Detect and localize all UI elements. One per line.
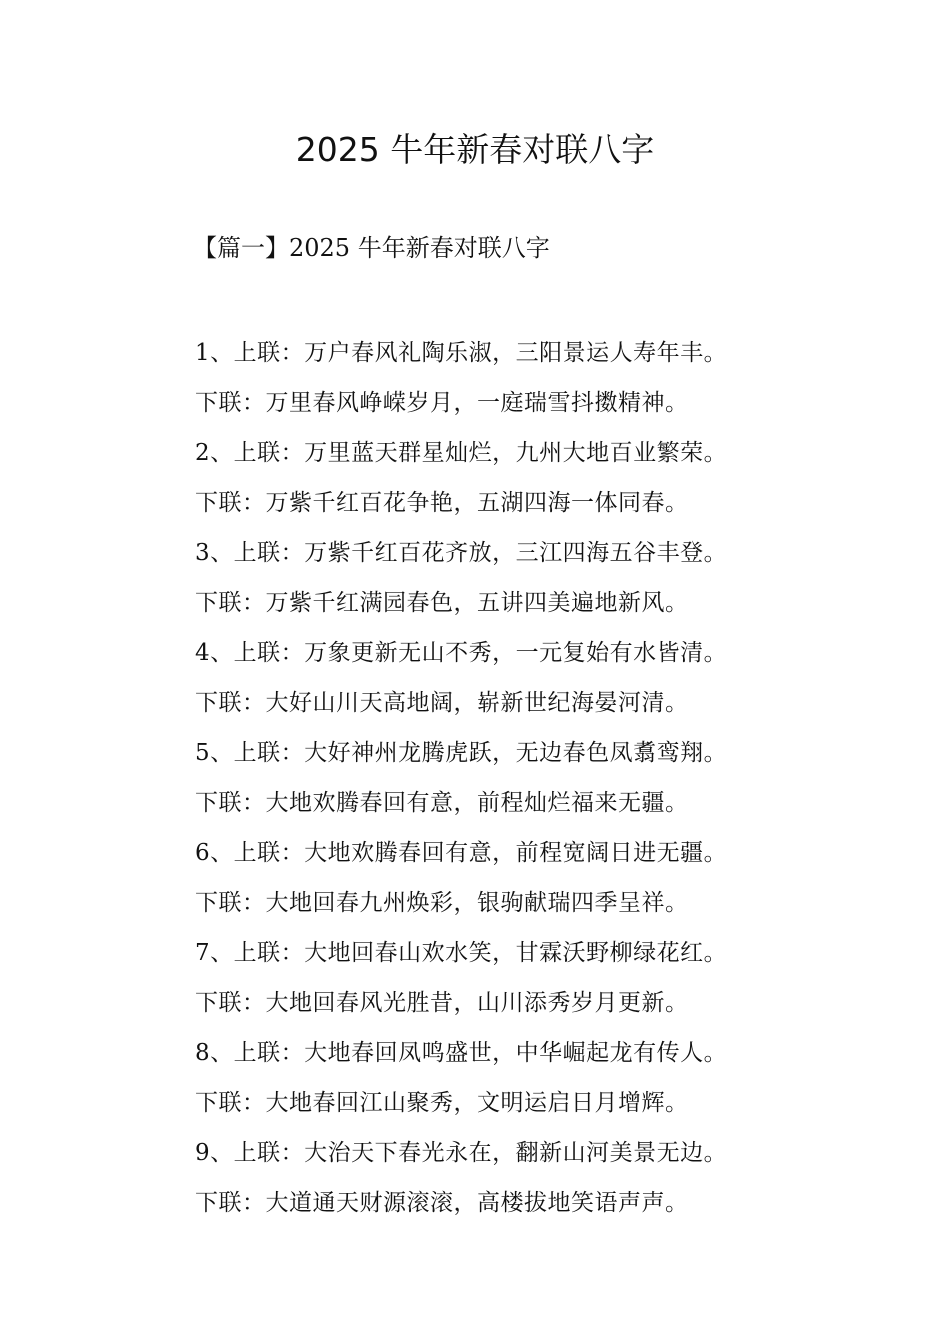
- couplet-1-lower: 下联：万里春风峥嵘岁月，一庭瑞雪抖擞精神。: [195, 390, 689, 416]
- page-title: 2025 牛年新春对联八字: [295, 130, 655, 169]
- couplet-5-upper: 5、上联：大好神州龙腾虎跃，无边春色凤翥鸾翔。: [195, 740, 728, 766]
- couplet-7-upper: 7、上联：大地回春山欢水笑，甘霖沃野柳绿花红。: [195, 940, 728, 966]
- couplet-9-upper: 9、上联：大治天下春光永在，翻新山河美景无边。: [195, 1140, 728, 1166]
- section-heading: 【篇一】2025 牛年新春对联八字: [193, 234, 550, 262]
- couplet-2-upper: 2、上联：万里蓝天群星灿烂，九州大地百业繁荣。: [195, 440, 728, 466]
- couplet-1-upper: 1、上联：万户春风礼陶乐淑，三阳景运人寿年丰。: [195, 340, 728, 366]
- couplet-3-upper: 3、上联：万紫千红百花齐放，三江四海五谷丰登。: [195, 540, 728, 566]
- couplet-3-lower: 下联：万紫千红满园春色，五讲四美遍地新风。: [195, 590, 689, 616]
- couplet-5-lower: 下联：大地欢腾春回有意，前程灿烂福来无疆。: [195, 790, 689, 816]
- couplet-2-lower: 下联：万紫千红百花争艳，五湖四海一体同春。: [195, 490, 689, 516]
- couplet-9-lower: 下联：大道通天财源滚滚，高楼拔地笑语声声。: [195, 1190, 689, 1216]
- couplet-7-lower: 下联：大地回春风光胜昔，山川添秀岁月更新。: [195, 990, 689, 1016]
- couplet-8-upper: 8、上联：大地春回凤鸣盛世，中华崛起龙有传人。: [195, 1040, 728, 1066]
- couplet-6-upper: 6、上联：大地欢腾春回有意，前程宽阔日进无疆。: [195, 840, 728, 866]
- couplet-4-lower: 下联：大好山川天高地阔，崭新世纪海晏河清。: [195, 690, 689, 716]
- couplet-list: [195, 328, 815, 1228]
- couplet-8-lower: 下联：大地春回江山聚秀，文明运启日月增辉。: [195, 1090, 689, 1116]
- couplet-4-upper: 4、上联：万象更新无山不秀，一元复始有水皆清。: [195, 640, 728, 666]
- couplet-6-lower: 下联：大地回春九州焕彩，银驹献瑞四季呈祥。: [195, 890, 689, 916]
